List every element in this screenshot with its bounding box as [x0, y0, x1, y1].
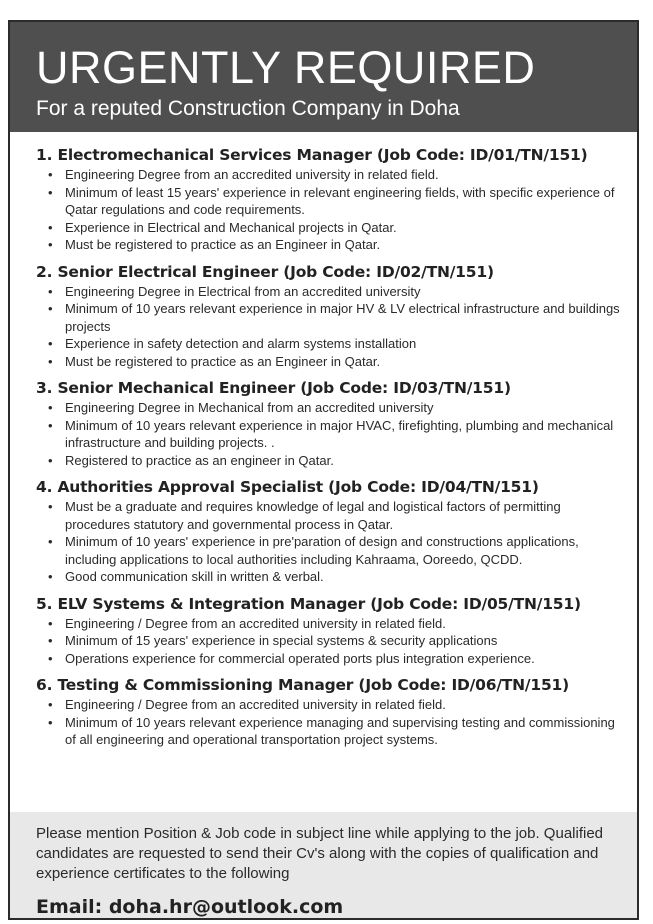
- job-4: [36, 476, 625, 586]
- requirement-list: [36, 615, 625, 668]
- job-5: [36, 593, 625, 668]
- contact-email[interactable]: Email: doha.hr@outlook.com: [36, 896, 344, 918]
- job-1: [36, 144, 625, 254]
- requirement-item: • Minimum of least 15 years' experience in relevant engineering fields, with specific experience of Qatar regulations and code requirements.: [48, 184, 625, 219]
- application-instructions: [10, 812, 637, 918]
- requirement-item: • Experience in safety detection and alarm systems installation: [48, 335, 625, 353]
- requirement-item: • Must be a graduate and requires knowledge of legal and logistical factors of permitting procedures statutory and governmental process in Qatar.: [48, 498, 625, 533]
- requirement-item: • Must be registered to practice as an Engineer in Qatar.: [48, 236, 625, 254]
- requirement-item: • Minimum of 10 years relevant experience in major HVAC, firefighting, plumbing and mechanical infrastructure and building projects. .: [48, 417, 625, 452]
- job-2: [36, 261, 625, 371]
- requirement-item: • Minimum of 10 years' experience in pre'paration of design and constructions applications, including applications to local authorities including Kahraama, Ooreedo, QCDD.: [48, 533, 625, 568]
- requirement-item: • Operations experience for commercial operated ports plus integration experience.: [48, 650, 625, 668]
- requirement-item: • Engineering / Degree from an accredited university in related field.: [48, 615, 625, 633]
- requirement-item: • Must be registered to practice as an Engineer in Qatar.: [48, 353, 625, 371]
- requirement-item: • Good communication skill in written & verbal.: [48, 568, 625, 586]
- requirement-item: • Experience in Electrical and Mechanical projects in Qatar.: [48, 219, 625, 237]
- requirement-list: [36, 399, 625, 469]
- job-list: [10, 132, 637, 749]
- header-banner: [10, 22, 637, 132]
- requirement-item: • Engineering / Degree from an accredited university in related field.: [48, 696, 625, 714]
- headline: URGENTLY REQUIRED: [36, 42, 536, 93]
- requirement-list: [36, 696, 625, 749]
- application-note: Please mention Position & Job code in subject line while applying to the job. Qualified candidates are requested to send their Cv's along with the copies of qualification and experience certificates to the following: [36, 825, 604, 882]
- requirement-item: • Minimum of 10 years relevant experience in major HV & LV electrical infrastructure and buildings projects: [48, 300, 625, 335]
- requirement-item: • Engineering Degree in Mechanical from an accredited university: [48, 399, 625, 417]
- subheadline: For a reputed Construction Company in Doha: [36, 97, 460, 120]
- job-title: 4. Authorities Approval Specialist (Job Code: ID/04/TN/151): [36, 478, 539, 496]
- job-title: 3. Senior Mechanical Engineer (Job Code: ID/03/TN/151): [36, 379, 511, 397]
- requirement-list: [36, 283, 625, 371]
- job-title: 5. ELV Systems & Integration Manager (Job Code: ID/05/TN/151): [36, 594, 581, 613]
- requirement-item: • Registered to practice as an engineer in Qatar.: [48, 452, 625, 470]
- requirement-list: [36, 166, 625, 254]
- advertisement: [8, 20, 639, 920]
- requirement-item: • Minimum of 10 years relevant experience managing and supervising testing and commissioning of all engineering and operational transportation project systems.: [48, 714, 625, 749]
- job-title: 1. Electromechanical Services Manager (Job Code: ID/01/TN/151): [36, 146, 588, 164]
- requirement-list: [36, 498, 625, 586]
- job-6: [36, 674, 625, 749]
- requirement-item: • Engineering Degree in Electrical from an accredited university: [48, 283, 625, 301]
- job-title: 6. Testing & Commissioning Manager (Job Code: ID/06/TN/151): [36, 676, 570, 694]
- requirement-item: • Engineering Degree from an accredited university in related field.: [48, 166, 625, 184]
- job-3: [36, 377, 625, 469]
- job-title: 2. Senior Electrical Engineer (Job Code: ID/02/TN/151): [36, 262, 494, 281]
- requirement-item: • Minimum of 15 years' experience in special systems & security applications: [48, 632, 625, 650]
